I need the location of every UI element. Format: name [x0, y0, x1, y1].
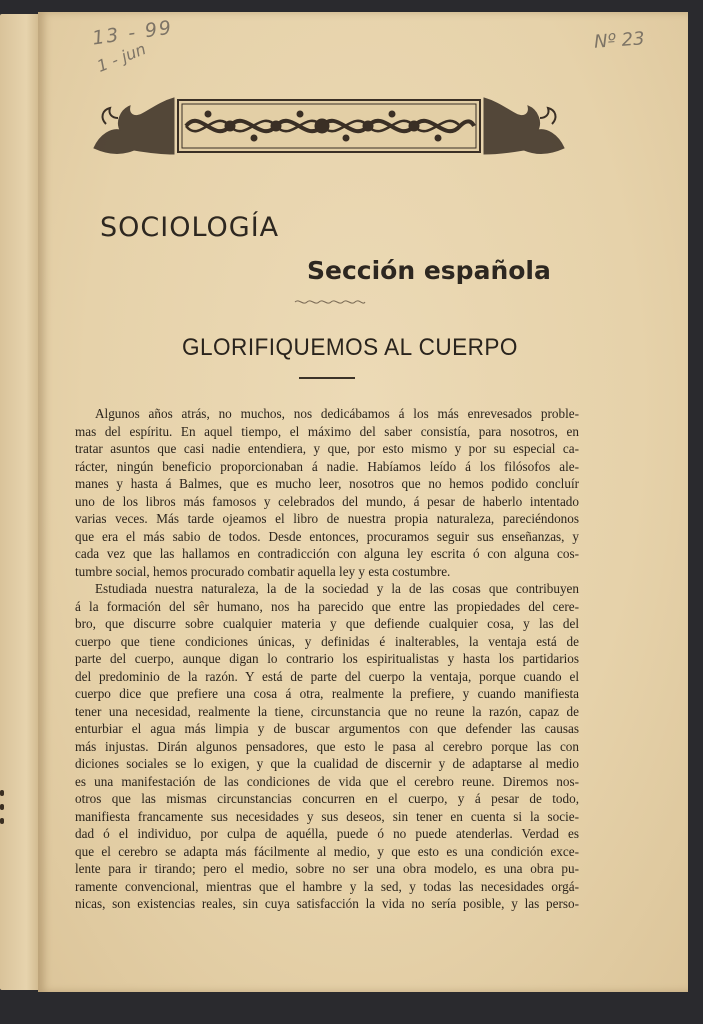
text-line: más injustas. Dirán algunos pensadores, que esto le pasa al cerebro porque las con — [75, 738, 579, 754]
text-line: rácter, ningún beneficio proporcionaban á nadie. Habíamos leído á los filósofos ale- — [75, 458, 579, 474]
text-line: que el cerebro se adapta más fácilmente al medio, y que esto es una condición exce- — [75, 843, 579, 859]
article-title: GLORIFIQUEMOS AL CUERPO — [182, 334, 518, 361]
subsection-heading: Sección española — [307, 256, 551, 285]
handwritten-date: 13 - 99 — [90, 16, 175, 50]
text-line: tumbre social, hemos procurado combatir aquella ley y esta costumbre. — [75, 563, 451, 579]
section-heading: SOCIOLOGÍA — [100, 212, 280, 243]
paragraph-2 — [75, 580, 579, 913]
text-line: manifiesta francamente sus necesidades y sus deseos, sin tener en cuenta si la socie- — [75, 808, 579, 824]
text-line: cada vez que las hallamos en contradicción con alguna ley escrita ó con alguna cos- — [75, 546, 579, 561]
decorative-squiggle-icon — [293, 297, 367, 307]
text-line: tratar asuntos que casi nadie entendiera, y que, por esto mismo y por su especial ca- — [75, 441, 579, 456]
text-line: uno de los libros más famosos y celebrados del mundo, á pesar de haberlo intentado — [75, 493, 579, 509]
title-rule — [299, 377, 355, 379]
text-line: bro, que discurre sobre cualquier materia y que defiende cualquier cosa, y las del — [75, 616, 579, 631]
text-line: lente para ir tirando; pero el medio, sobre no ser una obra modelo, es una obra pu- — [75, 861, 579, 876]
text-line: manes y hasta á Balmes, que es mucho leer, nosotros que no hemos podido concluír — [75, 476, 579, 491]
text-line: mas del espíritu. En aquel tiempo, el máximo del saber consistía, para nosotros, en — [75, 423, 579, 439]
text-line: varias veces. Más tarde ojeamos el libro de nuestra propia naturaleza, pareciéndonos — [75, 511, 579, 526]
facing-page-marks — [0, 790, 6, 830]
handwritten-number: Nº 23 — [593, 28, 646, 53]
text-line: otros que las mismas circunstancias concurren en el cuerpo, y á pesar de todo, — [75, 791, 579, 806]
text-line: cuerpo que tiene condiciones únicas, y definidas é inalterables, la ventaja está de — [75, 633, 579, 649]
text-line: del predominio de la razón. Y está de parte del cuerpo la ventaja, porque cuando el — [75, 668, 579, 684]
handwritten-month: 1 - jun — [94, 39, 149, 76]
text-line: parte del cuerpo, aunque digan lo contrario los espiritualistas y hasta los partidarios — [75, 651, 579, 666]
text-line: ramente convencional, mientras que el hambre y la sed, y todas las necesidades orgá- — [75, 878, 579, 894]
text-line: nicas, son existencias reales, sin cuya satisfacción la vida no sería posible, y las perso- — [75, 896, 579, 911]
text-line: á la formación del sêr humano, nos ha parecido que entre las propiedades del cere- — [75, 598, 579, 614]
text-line: enturbiar el agua más limpia y de buscar argumentos con que defender las causas — [75, 721, 579, 736]
text-line: Estudiada nuestra naturaleza, la de la sociedad y la de las cosas que contribuyen — [95, 581, 579, 596]
paragraph-1 — [75, 405, 579, 580]
text-line: diciones sociales se lo exigen, y que la cualidad de discernir y de adaptarse al medio — [75, 756, 579, 771]
article-body — [75, 405, 579, 913]
text-line: es una manifestación de las condiciones de vida que el cerebro reune. Diremos nos- — [75, 773, 579, 789]
text-line: cuerpo dice que prefiere una cosa á otra, realmente la prefiere, y cuando manifiesta — [75, 686, 579, 701]
text-line: dad ó el individuo, por culpa de aquélla, puede ó no puede atenderlas. Verdad es — [75, 826, 579, 841]
ornamental-header-icon — [90, 94, 568, 158]
text-line: Algunos años atrás, no muchos, nos dedicábamos á los más enrevesados proble- — [95, 406, 579, 421]
text-line: que era el más sabio de todos. Desde entonces, procuramos seguir sus enseñanzas, y — [75, 528, 579, 544]
text-line: tener una necesidad, realmente la tiene, circunstancia que no reune la razón, capaz de — [75, 703, 579, 719]
